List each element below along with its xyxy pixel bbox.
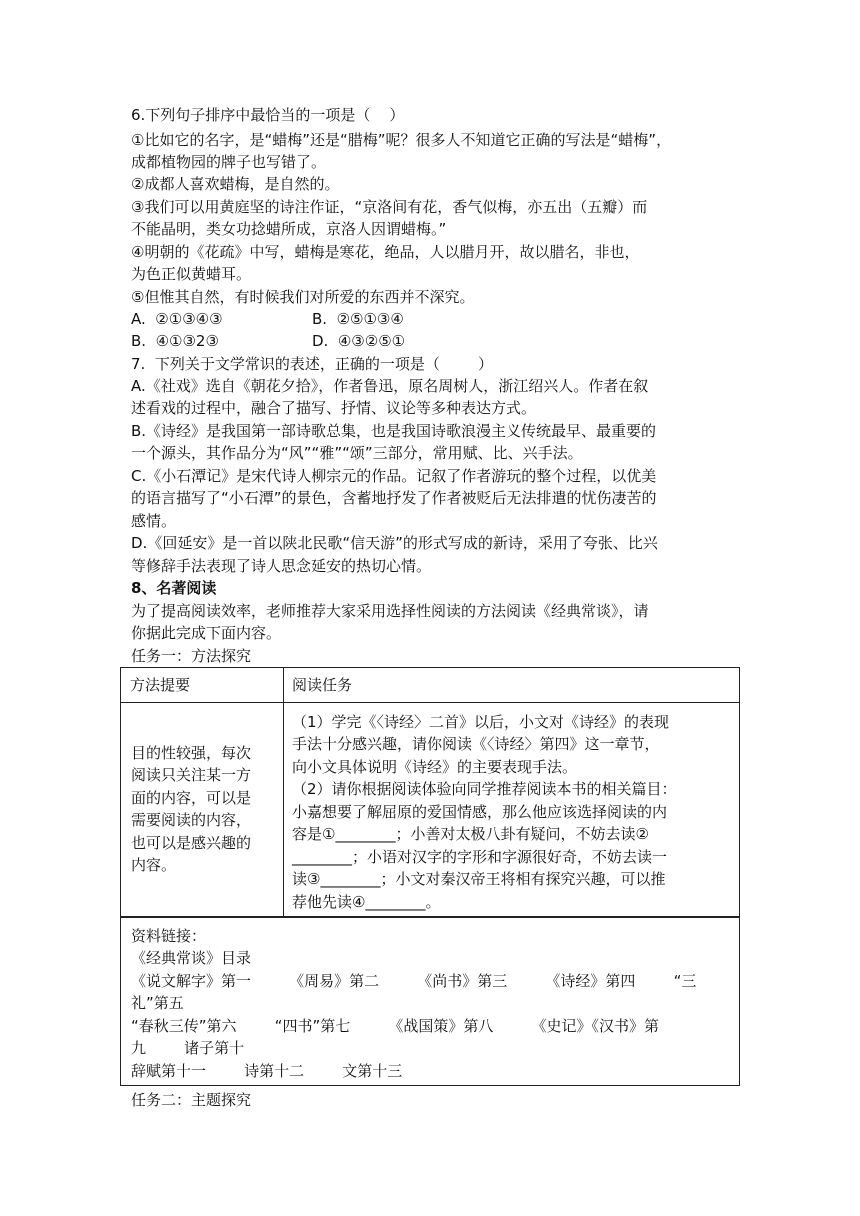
task-text-7: ________；小语对汉字的字形和字源很好奇，不妨去读一: [292, 848, 668, 866]
task-text-6: 容是①________；小善对太极八卦有疑问，不妨去读②: [292, 825, 649, 843]
method-text-4: 需要阅读的内容，: [131, 811, 252, 829]
q6-title: 6.下列句子排序中最恰当的一项是（ ）: [131, 106, 405, 124]
resource-toc-title: 《经典常谈》目录: [131, 949, 252, 967]
q6-option-b: B. ②⑤①③④: [312, 310, 404, 328]
task-text-8: 读③________；小文对秦汉帝王将相有探究兴趣，可以推: [292, 870, 666, 888]
q6-sentence-2: ②成都人喜欢蜡梅，是自然的。: [131, 175, 340, 193]
task-text-4: （2）请你根据阅读体验向同学推荐阅读本书的相关篇目：: [292, 780, 677, 798]
q6-sentence-3a: ③我们可以用黄庭坚的诗注作证，“京洛间有花，香气似梅，亦五出（五瓣）而: [131, 198, 648, 216]
resource-toc-line-3: “春秋三传”第六 “四书”第七 《战国策》第八 《史记》《汉书》第: [131, 1017, 660, 1035]
q7-option-c-2: 的语言描写了“小石潭”的景色，含蓄地抒发了作者被贬后无法排遣的忧伤凄苦的: [131, 489, 657, 507]
method-text-2: 阅读只关注某一方: [131, 766, 252, 784]
method-text-6: 内容。: [131, 856, 177, 874]
q6-option-d: D. ④③②⑤①: [312, 332, 406, 350]
q6-sentence-1b: 成都植物园的牌子也写错了。: [131, 153, 327, 171]
task-text-2: 手法十分感兴趣，请你阅读《〈诗经〉第四》这一章节，: [292, 735, 660, 753]
table-header-task: 阅读任务: [292, 676, 353, 694]
q6-sentence-3b: 不能晶明，类女功捻蜡所成，京洛人因谓蜡梅。”: [131, 220, 447, 238]
q7-option-c-1: C.《小石潭记》是宋代诗人柳宗元的作品。记叙了作者游玩的整个过程，以优美: [131, 467, 657, 485]
resource-toc-line-2: 礼”第五: [131, 994, 184, 1012]
q7-title: 7. 下列关于文学常识的表述，正确的一项是（ ）: [131, 355, 493, 373]
q7-option-b-1: B.《诗经》是我国第一部诗歌总集，也是我国诗歌浪漫主义传统最早、最重要的: [131, 422, 657, 440]
resource-toc-line-1: 《说文解字》第一 《周易》第二 《尚书》第三 《诗经》第四 “三: [131, 972, 697, 990]
task-text-1: （1）学完《〈诗经〉二首》以后，小文对《诗经》的表现: [292, 713, 670, 731]
method-text-3: 面的内容，可以是: [131, 789, 252, 807]
q6-sentence-1a: ①比如它的名字，是“蜡梅”还是“腊梅”呢？很多人不知道它正确的写法是“蜡梅”，: [131, 131, 672, 149]
task-text-3: 向小文具体说明《诗经》的主要表现手法。: [292, 758, 578, 776]
q7-option-d-2: 等修辞手法表现了诗人思念延安的热切心情。: [131, 557, 432, 575]
task-text-5: 小嘉想要了解屈原的爱国情感，那么他应该选择阅读的内: [292, 803, 668, 821]
resource-toc-line-4: 九 诸子第十: [131, 1039, 245, 1057]
q6-sentence-4a: ④明朝的《花疏》中写，蜡梅是寒花，绝品，人以腊月开，故以腊名，非也，: [131, 243, 640, 261]
table-header-divider: [120, 702, 740, 703]
task-two-heading: 任务二：主题探究: [131, 1091, 252, 1109]
task-text-9: 荐他先读④________。: [292, 893, 441, 911]
task-one-heading: 任务一：方法探究: [131, 647, 252, 665]
q6-sentence-4b: 为色正似黄蜡耳。: [131, 265, 252, 283]
q7-option-b-2: 一个源头，其作品分为“风”“雅”“颂”三部分，常用赋、比、兴手法。: [131, 444, 583, 462]
method-text-5: 也可以是感兴趣的: [131, 834, 252, 852]
q7-option-d-1: D.《回延安》是一首以陕北民歌“信天游”的形式写成的新诗，采用了夸张、比兴: [131, 534, 658, 552]
q7-option-a-2: 述看戏的过程中，融合了描写、抒情、议论等多种表达方式。: [131, 399, 537, 417]
q6-sentence-5: ⑤但惟其自然，有时候我们对所爱的东西并不深究。: [131, 288, 475, 306]
resource-link-label: 资料链接：: [131, 927, 207, 945]
q6-option-a: A. ②①③④③: [131, 310, 223, 328]
table-column-divider: [283, 667, 284, 917]
method-text-1: 目的性较强，每次: [131, 744, 252, 762]
q8-intro-2: 你据此完成下面内容。: [131, 624, 282, 642]
q8-title: 8、名著阅读: [131, 579, 217, 597]
q7-option-c-3: 感情。: [131, 512, 177, 530]
resource-toc-line-5: 辞赋第十一 诗第十二 文第十三: [131, 1062, 403, 1080]
table-header-method: 方法提要: [130, 676, 191, 694]
q6-option-c: B. ④①③2③: [131, 332, 219, 350]
q8-intro-1: 为了提高阅读效率，老师推荐大家采用选择性阅读的方法阅读《经典常谈》，请: [131, 602, 649, 620]
q7-option-a-1: A.《社戏》选自《朝花夕拾》，作者鲁迅，原名周树人，浙江绍兴人。作者在叙: [131, 377, 649, 395]
